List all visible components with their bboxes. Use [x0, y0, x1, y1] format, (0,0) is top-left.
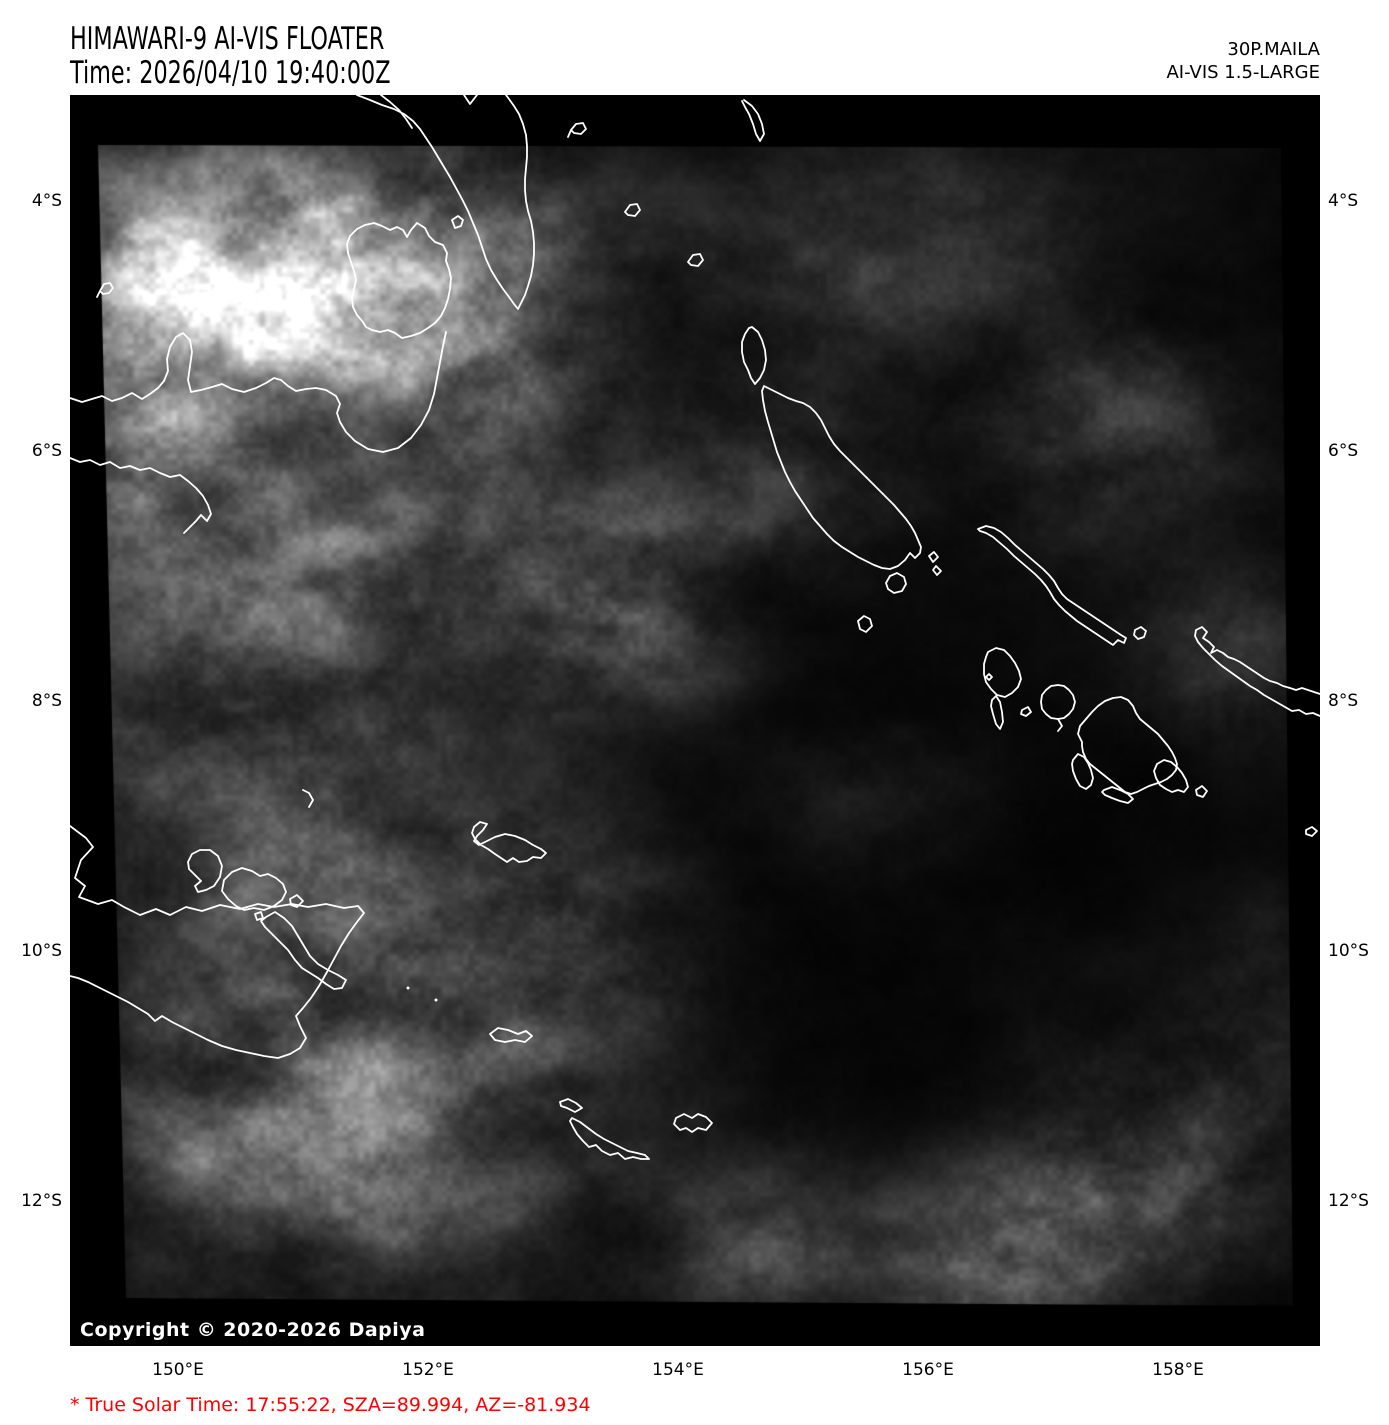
lat-tick-left-1: 6°S: [31, 441, 62, 461]
coastline-vella-lavella: [984, 648, 1021, 697]
islet-dot-1: [435, 999, 438, 1002]
coastline-woodlark: [490, 1028, 532, 1042]
lat-tick-left-4: 12°S: [21, 1191, 62, 1211]
coastline-nissan-round: [886, 573, 906, 593]
coastline-bougainville: [978, 526, 1126, 645]
lat-tick-right-2: 8°S: [1328, 691, 1359, 711]
product-label: AI-VIS 1.5-LARGE: [1166, 62, 1320, 83]
coastline-feni: [858, 616, 872, 632]
coastline-rossel: [674, 1114, 712, 1132]
lon-tick-1: 152°E: [402, 1360, 454, 1380]
lon-tick-4: 158°E: [1152, 1360, 1204, 1380]
coastline-nggatokae: [1196, 786, 1207, 797]
lat-tick-right-1: 6°S: [1328, 441, 1359, 461]
coastline-gizo: [1021, 707, 1031, 716]
lat-tick-left-0: 4°S: [31, 191, 62, 211]
coastline-goodenough: [188, 850, 222, 892]
coastline-dobu: [255, 912, 263, 920]
coastline-top-edge-notch: [464, 95, 477, 104]
coastline-islet-left-edge: [97, 283, 113, 297]
lat-tick-left-2: 8°S: [31, 691, 62, 711]
coastline-shortland: [1134, 627, 1146, 639]
coastline-new-britain-south-coast: [70, 458, 211, 533]
coastline-ranongga: [991, 696, 1003, 729]
coastline-choiseul: [1195, 627, 1320, 716]
lat-tick-right-0: 4°S: [1328, 191, 1359, 211]
coastline-kolombangara: [1041, 685, 1075, 719]
coastline-mussau-sliver: [742, 100, 764, 141]
satellite-image-plot: [70, 95, 1320, 1346]
coastline-overlay: [70, 95, 1320, 1346]
islet-dot-0: [407, 987, 410, 990]
lat-tick-right-3: 10°S: [1328, 941, 1369, 961]
coastline-new-britain-north-coast: [70, 332, 446, 452]
coastline-islet-open-bay: [299, 309, 310, 319]
coastline-tanga-a: [929, 552, 938, 562]
coastline-islet-lihir: [688, 254, 703, 266]
coastline-strait-fragment: [381, 95, 412, 128]
lon-tick-0: 150°E: [152, 1360, 204, 1380]
coastline-new-ireland: [762, 386, 921, 569]
coastline-vella-dot: [986, 674, 992, 680]
page-title: [70, 22, 391, 90]
lon-tick-2: 154°E: [652, 1360, 704, 1380]
coastline-rendova: [1072, 754, 1093, 789]
timestamp-line: Time: 2026/04/10 19:40:00Z: [70, 55, 391, 91]
storm-id-label: 30P.MAILA: [1227, 39, 1320, 60]
coastline-gazelle-peninsula: [347, 223, 451, 338]
lat-tick-right-4: 12°S: [1328, 1191, 1369, 1211]
coastline-misima-sliver: [560, 1099, 582, 1112]
copyright-label: Copyright © 2020-2026 Dapiya: [80, 1319, 426, 1341]
coastline-islet-tabar: [625, 204, 640, 216]
coastline-new-ireland-south: [357, 95, 534, 309]
coastline-tetepare: [1102, 787, 1133, 803]
coastline-fergusson: [222, 868, 286, 910]
title-line: HIMAWARI-9 AI-VIS FLOATER: [70, 21, 385, 57]
lon-tick-3: 156°E: [902, 1360, 954, 1380]
coastline-islet-hook: [568, 123, 586, 137]
solar-time-note: * True Solar Time: 17:55:22, SZA=89.994, AZ=-81.934: [70, 1394, 591, 1416]
coastline-louisiade-main: [570, 1118, 649, 1159]
coastline-russell-sliver: [1306, 827, 1317, 836]
coastline-tanga-b: [933, 566, 941, 575]
coastline-kolombangara-tail: [1058, 719, 1062, 731]
product-info: [1166, 38, 1320, 84]
coastline-normanby: [261, 912, 346, 989]
lat-tick-left-3: 10°S: [21, 941, 62, 961]
coastline-trobriand-frag: [303, 790, 313, 807]
coastline-trobriand: [472, 822, 546, 862]
coastline-new-hanover: [742, 327, 766, 384]
coastline-png-mainland-tail: [70, 826, 364, 1058]
coastline-duke-of-york: [452, 216, 463, 228]
